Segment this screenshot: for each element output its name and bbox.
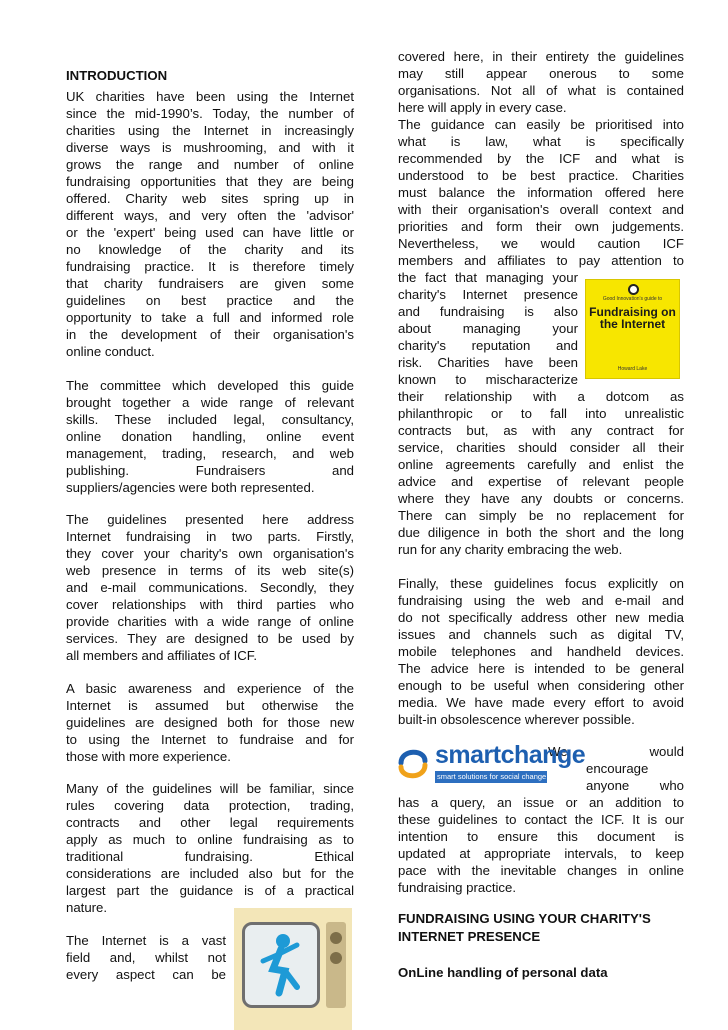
book-cover-image — [585, 279, 680, 379]
text-line: largest part the guidance is of a practical — [66, 883, 354, 898]
text-line: these guidelines to contact the ICF. It is our — [398, 812, 684, 827]
text-line: covered here, in their entirety the guidelines — [398, 49, 684, 64]
publisher-logo-icon — [628, 284, 639, 295]
text-line: here will apply in every case. — [398, 100, 567, 115]
text-line: web presence in terms of its web site(s) — [66, 563, 354, 578]
tv-control-panel — [326, 922, 346, 1008]
text-line: fundraising practice. — [398, 880, 517, 895]
text-line: and fundraising is also — [398, 304, 578, 319]
book-title: Fundraising on the Internet — [589, 305, 676, 331]
text-line: the fact that managing your — [398, 270, 578, 285]
text-line: rules covering data protection, trading, — [66, 798, 354, 813]
text-line: recommended by the ICF and what is — [398, 151, 684, 166]
text-line: understood to be best practice. Charities — [398, 168, 684, 183]
text-line: There can simply be no replacement for — [398, 508, 684, 523]
text-line: offered. Charity web sites spring up in — [66, 191, 354, 206]
text-line: they cover your charity's own organisation's — [66, 546, 354, 561]
text-line: contracts and other legal requirements — [66, 815, 354, 830]
text-line: suppliers/agencies were both represented. — [66, 480, 315, 495]
text-line: charity's reputation and — [398, 338, 578, 353]
book-series: Good Innovation's guide to — [602, 296, 663, 302]
logo-tagline: smart solutions for social change — [437, 772, 547, 781]
text-line: members and affiliates to pay attention to — [398, 253, 684, 268]
text-line: The guidelines presented here address — [66, 512, 354, 527]
section-heading: INTRODUCTION — [66, 68, 168, 83]
text-line: We would — [548, 744, 684, 759]
text-line: opportunity to take a full and informed role — [66, 310, 354, 325]
text-line: apply as much to online fundraising as to — [66, 832, 354, 847]
text-line: publishing. Fundraisers and — [66, 463, 354, 478]
text-line: mobile telephones and handheld devices. — [398, 644, 684, 659]
text-line: Many of the guidelines will be familiar, since — [66, 781, 354, 796]
text-line: pace with the inevitable changes in online — [398, 863, 684, 878]
text-line: may still appear onerous to some — [398, 66, 684, 81]
text-line: run for any charity embracing the web. — [398, 542, 623, 557]
text-line: UK charities have been using the Internet — [66, 89, 354, 104]
text-line: every aspect can be — [66, 967, 226, 982]
text-line: online agreements carefully and enlist the — [398, 457, 684, 472]
text-line: or the 'expert' being used can have little or — [66, 225, 354, 240]
text-line: grows the range and number of online — [66, 157, 354, 172]
smartchange-logo — [395, 739, 586, 787]
television-illustration — [234, 908, 352, 1030]
text-line: contracts but, as with any contract for — [398, 423, 684, 438]
text-line: nature. — [66, 900, 108, 915]
text-line: skills. These included legal, consultancy, — [66, 412, 354, 427]
text-line: philanthropic or to fall into unrealistic — [398, 406, 684, 421]
text-line: in the development of their organisation's — [66, 327, 354, 342]
tv-knob-icon — [330, 952, 342, 964]
text-line: services. They are designed to be used by — [66, 631, 354, 646]
text-line: The guidance can easily be prioritised into — [398, 117, 684, 132]
text-line: charity's Internet presence — [398, 287, 578, 302]
text-line: The committee which developed this guide — [66, 378, 354, 393]
text-line: those with more experience. — [66, 749, 231, 764]
text-line: has a query, an issue or an addition to — [398, 795, 684, 810]
text-line: no knowledge of the charity and its — [66, 242, 354, 257]
text-line: Internet fundraising in two parts. Firstly, — [66, 529, 354, 544]
text-line: Nevertheless, we would caution ICF — [398, 236, 684, 251]
text-line: fundraising opportunities that they are being — [66, 174, 354, 189]
text-line: diverse ways is mushrooming, and with it — [66, 140, 354, 155]
text-line: fundraising using the web and e-mail and — [398, 593, 684, 608]
text-line: and e-mail communications. Secondly, they — [66, 580, 354, 595]
text-line: their relationship with a dotcom as — [398, 389, 684, 404]
text-line: risk. Charities have been — [398, 355, 578, 370]
tv-screen — [242, 922, 320, 1008]
text-line: intention to ensure this document is — [398, 829, 684, 844]
text-line: provide charities with a wide range of online — [66, 614, 354, 629]
text-line: field and, whilst not — [66, 950, 226, 965]
text-line: encourage — [586, 761, 649, 776]
text-line: Internet is assumed but otherwise the — [66, 698, 354, 713]
text-line: since the mid-1990’s. Today, the number of — [66, 106, 354, 121]
text-line: different ways, and very often the 'advisor' — [66, 208, 354, 223]
text-line: media. We have made every effort to avoid — [398, 695, 684, 710]
text-line: do not specifically address other new media — [398, 610, 684, 625]
text-line: charities using the Internet in increasingly — [66, 123, 354, 138]
text-line: anyone who — [586, 778, 684, 793]
text-line: advice and expertise of relevant people — [398, 474, 684, 489]
text-line: guidelines are designed both for those new — [66, 715, 354, 730]
text-line: traditional fundraising. Ethical — [66, 849, 354, 864]
text-line: fundraising practice. It is therefore timely — [66, 259, 354, 274]
text-line: what is law, what is specifically — [398, 134, 684, 149]
logo-wordmark: smartchange — [435, 741, 586, 769]
text-line: A basic awareness and experience of the — [66, 681, 354, 696]
text-line: must balance the information offered here — [398, 185, 684, 200]
text-line: Finally, these guidelines focus explicitly on — [398, 576, 684, 591]
section-heading: FUNDRAISING USING YOUR CHARITY'S — [398, 911, 651, 926]
text-line: management, trading, research, and web — [66, 446, 354, 461]
text-line: cover relationships with third parties who — [66, 597, 354, 612]
text-line: issues and channels such as digital TV, — [398, 627, 684, 642]
text-line: where they have any doubts or concerns. — [398, 491, 684, 506]
text-line: due diligence in both the short and the long — [398, 525, 684, 540]
text-line: built-in obsolescence wherever possible. — [398, 712, 635, 727]
text-line: service, charities should consider all their — [398, 440, 684, 455]
smartchange-swirl-icon — [395, 743, 431, 783]
text-line: guidelines on best practice and the — [66, 293, 354, 308]
text-line: known to mischaracterize — [398, 372, 578, 387]
book-author: Howard Lake — [617, 366, 648, 372]
text-line: online donation handling, online event — [66, 429, 354, 444]
text-line: considerations are included also but for the — [66, 866, 354, 881]
text-line: with their organisation's overall context and — [398, 202, 684, 217]
text-line: online conduct. — [66, 344, 155, 359]
section-heading: INTERNET PRESENCE — [398, 929, 541, 944]
running-figure-icon — [257, 931, 307, 1001]
section-heading: OnLine handling of personal data — [398, 965, 608, 980]
text-line: to using the Internet to fundraise and for — [66, 732, 354, 747]
text-line: enough to be useful when considering other — [398, 678, 684, 693]
text-line: The Internet is a vast — [66, 933, 226, 948]
text-line: that charity fundraisers are given some — [66, 276, 354, 291]
text-line: The advice here is intended to be general — [398, 661, 684, 676]
text-line: about managing your — [398, 321, 578, 336]
text-line: brought together a wide range of relevant — [66, 395, 354, 410]
text-line: organisations. Not all of what is contained — [398, 83, 684, 98]
text-line: all members and affiliates of ICF. — [66, 648, 258, 663]
text-line: updated at appropriate intervals, to keep — [398, 846, 684, 861]
tv-knob-icon — [330, 932, 342, 944]
text-line: priorities and form their own judgements. — [398, 219, 684, 234]
